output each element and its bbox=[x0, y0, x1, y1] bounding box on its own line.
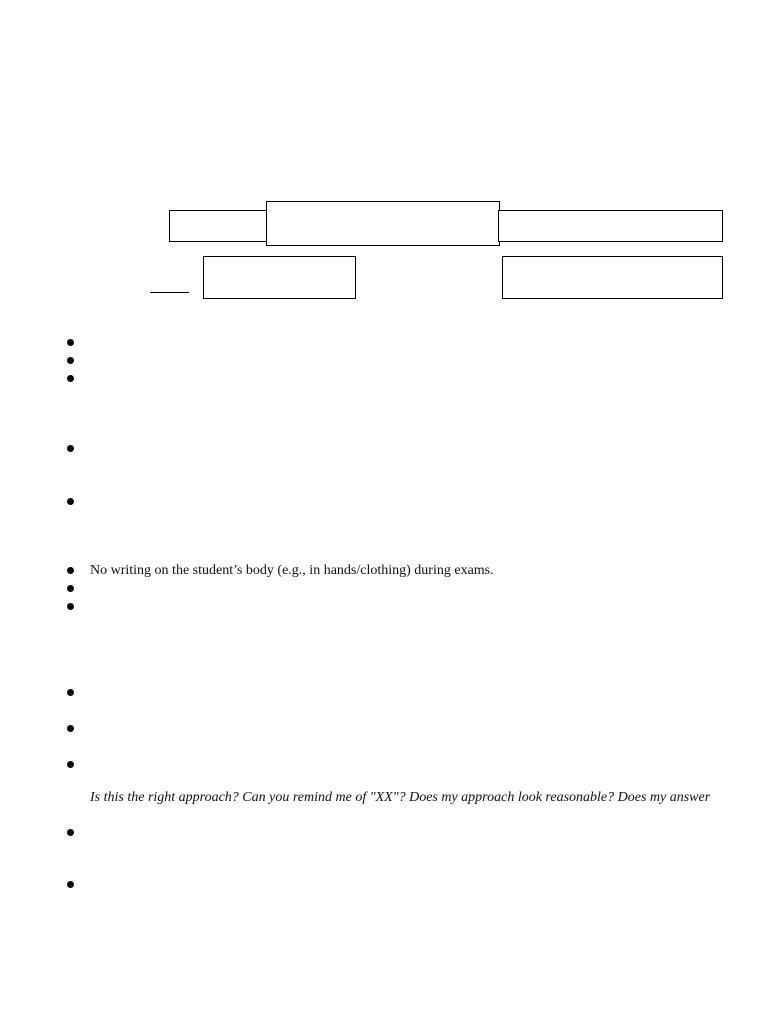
no-writing-rule-text: No writing on the student’s body (e.g., in hands/clothing) during exams. bbox=[90, 563, 494, 578]
list-bullet bbox=[67, 761, 74, 768]
form-field-row1-right[interactable] bbox=[498, 210, 723, 242]
list-bullet bbox=[67, 689, 74, 696]
form-field-row1-center[interactable] bbox=[266, 201, 500, 246]
list-bullet bbox=[67, 339, 74, 346]
form-field-row1-left[interactable] bbox=[169, 210, 269, 242]
list-bullet bbox=[67, 881, 74, 888]
blank-line bbox=[150, 292, 189, 293]
form-field-row2-left[interactable] bbox=[203, 256, 356, 299]
list-bullet bbox=[67, 498, 74, 505]
list-bullet bbox=[67, 585, 74, 592]
list-bullet bbox=[67, 445, 74, 452]
list-bullet bbox=[67, 603, 74, 610]
list-bullet bbox=[67, 375, 74, 382]
example-questions-text: Is this the right approach? Can you remind me of "XX"? Does my approach look reasonable? Does my answer bbox=[90, 790, 711, 805]
form-field-row2-right[interactable] bbox=[502, 256, 723, 299]
list-bullet bbox=[67, 829, 74, 836]
list-bullet bbox=[67, 725, 74, 732]
list-bullet bbox=[67, 357, 74, 364]
list-bullet bbox=[67, 567, 74, 574]
